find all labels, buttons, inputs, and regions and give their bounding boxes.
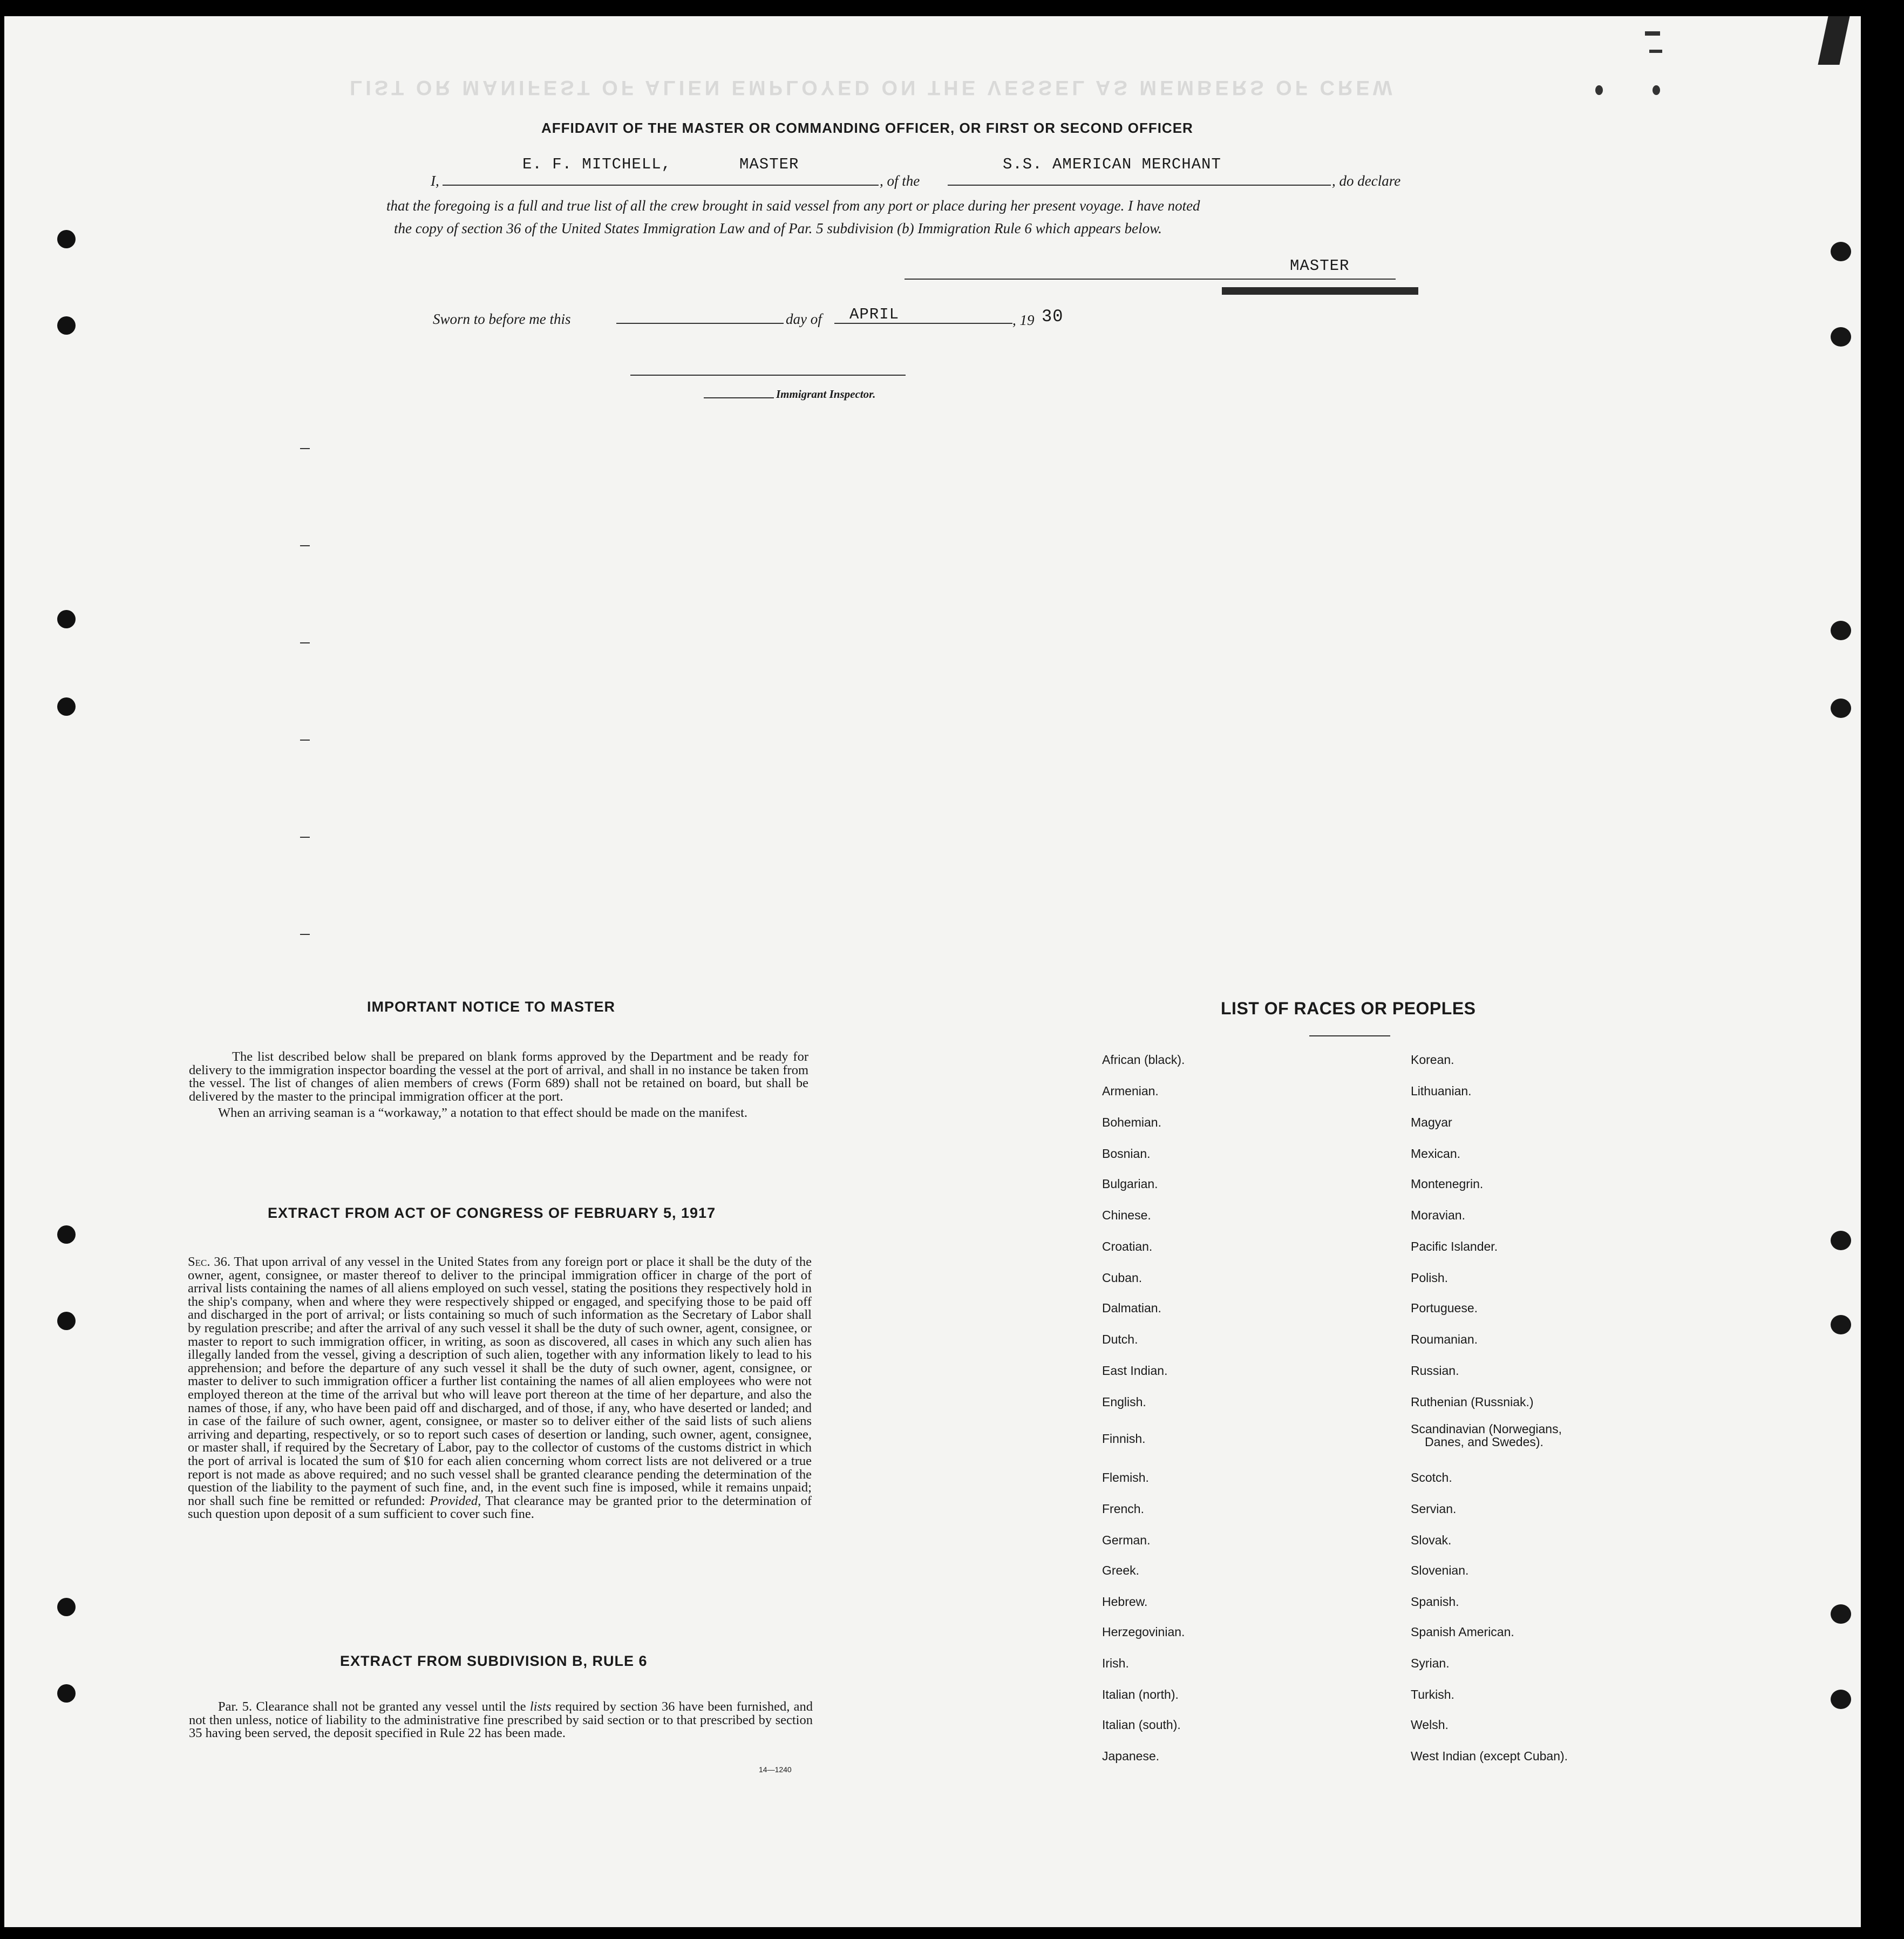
corner-mark <box>1595 85 1603 95</box>
margin-tick <box>300 642 310 643</box>
race-item: Herzegovinian. <box>1102 1625 1185 1639</box>
race-item: Scandinavian (Norwegians, <box>1411 1422 1562 1436</box>
race-item: West Indian (except Cuban). <box>1411 1749 1568 1763</box>
race-item: German. <box>1102 1533 1151 1547</box>
margin-tick <box>300 934 310 935</box>
punch-hole-left-1 <box>57 230 76 248</box>
punch-hole-left-4 <box>57 697 76 716</box>
extract-rule-body <box>189 1700 813 1740</box>
sec-36-body-end: That clearance may be granted prior to the determination of such question upon deposit of a sum sufficient to cover such fine. <box>188 1493 812 1522</box>
do-declare-label: , do declare <box>1332 173 1401 189</box>
race-item: Armenian. <box>1102 1084 1159 1098</box>
provided-word: Provided, <box>430 1493 481 1508</box>
race-item: Spanish American. <box>1411 1625 1514 1639</box>
punch-hole-right-6 <box>1831 1315 1851 1334</box>
race-item: Bulgarian. <box>1102 1177 1158 1191</box>
race-item: Servian. <box>1411 1502 1457 1516</box>
page-fold-shadow <box>1818 16 1849 65</box>
punch-hole-right-2 <box>1831 327 1851 347</box>
of-the-label: , of the <box>880 173 920 189</box>
race-item: Chinese. <box>1102 1208 1151 1222</box>
signature-caption-overstrike <box>1222 287 1418 295</box>
race-item: Croatian. <box>1102 1239 1153 1253</box>
race-item: Turkish. <box>1411 1687 1454 1701</box>
race-item: Montenegrin. <box>1411 1177 1484 1191</box>
affidavit-i-prefix: I, <box>431 173 439 189</box>
punch-hole-left-3 <box>57 610 76 628</box>
race-item: English. <box>1102 1395 1146 1409</box>
races-title: LIST OF RACES OR PEOPLES <box>1221 999 1476 1018</box>
race-item: Hebrew. <box>1102 1595 1148 1609</box>
race-item: Ruthenian (Russniak.) <box>1411 1395 1534 1409</box>
punch-hole-left-5 <box>57 1225 76 1244</box>
punch-hole-left-6 <box>57 1312 76 1330</box>
punch-hole-right-1 <box>1831 242 1851 261</box>
extract-act-body <box>188 1256 812 1521</box>
notice-body <box>189 1050 808 1120</box>
declaration-line-2: the copy of section 36 of the United States Immigration Law and of Par. 5 subdivision (b) Immigration Rule 6 which appears below. <box>394 220 1162 236</box>
race-item: Dalmatian. <box>1102 1301 1161 1315</box>
day-of-label: day of <box>786 311 822 327</box>
inspector-caption-line <box>704 397 774 398</box>
race-item: Cuban. <box>1102 1271 1143 1285</box>
race-item: French. <box>1102 1502 1144 1516</box>
sworn-year: 30 <box>1042 307 1064 327</box>
margin-tick <box>300 837 310 838</box>
race-item: Korean. <box>1411 1053 1454 1067</box>
sec-36-body: That upon arrival of any vessel in the United States from any foreign port or place it shall be the duty of the owner, agent, consignee, or master thereof to deliver to the principal immigration officer in charge of the port of arrival lists containing the names of all aliens employed on such vessel, stating the positions they respectively hold in the ship's company, when and where they were respectively shipped or engaged, and specifying those to be paid off and discharged in the port of arrival; or lists containing so much of such information as the Secretary of Labor shall by regulation prescribe; and after the arrival of any such vessel it shall be the duty of such owner, agent, consignee, or master to report to such immigration officer, in writing, as soon as discovered, all cases in which any such alien has illegally landed from the vessel, giving a description of such alien, together with any information likely to lead to his apprehension; and before the departure of any such vessel it shall be the duty of such owner, agent, consignee, or master to deliver to such immigration officer a further list containing the names of all alien employees who were not employed thereon at the time of the arrival but who will leave port thereon at the time of her departure, and also the names of those, if any, who have been paid off and discharged, and of those, if any, who have deserted or landed; and in case of the failure of such owner, agent, consignee, or master so to deliver either of the said lists of such aliens arriving and departing, respectively, or so to report such cases of desertion or landing, such owner, agent, consignee, or master shall, if required by the Secretary of Labor, pay to the collector of customs of the customs district in which the port of arrival is located the sum of $10 for each alien concerning whom correct lists are not delivered or a true report is not made as above required; and no such vessel shall be granted clearance pending the determination of the question of the liability to the payment of such fine, and, in the event such fine is imposed, while it remains unpaid; nor shall such fine be remitted or refunded: <box>188 1255 812 1508</box>
inspector-signature-line <box>630 375 906 376</box>
document-page <box>4 16 1861 1927</box>
extract-rule-title: EXTRACT FROM SUBDIVISION B, RULE 6 <box>340 1653 648 1669</box>
notice-para-2: When an arriving seaman is a “workaway,” a notation to that effect should be made on the manifest. <box>218 1106 748 1121</box>
race-item: Italian (south). <box>1102 1718 1181 1732</box>
rule-par-a: Par. 5. Clearance shall not be granted any vessel until the <box>218 1699 526 1714</box>
race-item: African (black). <box>1102 1053 1185 1067</box>
race-item: Russian. <box>1411 1364 1459 1378</box>
race-item: Scotch. <box>1411 1470 1452 1484</box>
punch-hole-right-3 <box>1831 621 1851 640</box>
rule-par-b: required by section 36 have been furnished, and not then unless, notice of liability to the administrative fine prescribed by said section or to that prescribed by section 35 having been served, the deposit specified in Rule 22 has been made. <box>189 1699 813 1741</box>
race-item: Slovak. <box>1411 1533 1452 1547</box>
form-number: 14—1240 <box>759 1765 792 1774</box>
race-item: Moravian. <box>1411 1208 1465 1222</box>
punch-hole-right-5 <box>1831 1231 1851 1250</box>
margin-tick <box>300 545 310 546</box>
race-item: Lithuanian. <box>1411 1084 1472 1098</box>
race-item: Italian (north). <box>1102 1687 1179 1701</box>
punch-hole-left-7 <box>57 1598 76 1616</box>
race-item: Bosnian. <box>1102 1147 1151 1161</box>
declarant-name: E. F. MITCHELL, <box>522 155 672 173</box>
race-item: Greek. <box>1102 1563 1140 1577</box>
sec-label: Sec. 36. <box>188 1255 230 1269</box>
vessel-line <box>948 185 1331 186</box>
bleed-through-heading: LIST OR MANIFEST OF ALIEN EMPLOYED ON THE VESSEL AS MEMBERS OF CREW <box>350 76 1396 99</box>
race-item: Magyar <box>1411 1115 1452 1129</box>
extract-act-title: EXTRACT FROM ACT OF CONGRESS OF FEBRUARY 5, 1917 <box>268 1205 716 1221</box>
races-title-rule <box>1309 1035 1390 1036</box>
race-item: Portuguese. <box>1411 1301 1478 1315</box>
sworn-prefix: Sworn to before me this <box>433 311 571 327</box>
punch-hole-right-8 <box>1831 1690 1851 1709</box>
race-item: Welsh. <box>1411 1718 1449 1732</box>
punch-hole-right-7 <box>1831 1604 1851 1624</box>
sworn-day-line <box>616 323 784 324</box>
race-item: Dutch. <box>1102 1332 1138 1346</box>
race-item: Japanese. <box>1102 1749 1160 1763</box>
margin-tick <box>300 448 310 449</box>
race-item: Spanish. <box>1411 1595 1459 1609</box>
sworn-month: APRIL <box>849 306 900 323</box>
race-item: Roumanian. <box>1411 1332 1478 1346</box>
corner-mark <box>1653 85 1660 95</box>
punch-hole-left-2 <box>57 316 76 335</box>
declarant-rank: MASTER <box>739 155 799 173</box>
race-scandinavian-line-2: Danes, and Swedes). <box>1425 1435 1543 1449</box>
affidavit-title: AFFIDAVIT OF THE MASTER OR COMMANDING OFFICER, OR FIRST OR SECOND OFFICER <box>541 120 1193 136</box>
punch-hole-left-8 <box>57 1684 76 1703</box>
notice-title: IMPORTANT NOTICE TO MASTER <box>367 999 615 1015</box>
signature-title: MASTER <box>1290 257 1350 275</box>
race-item: Finnish. <box>1102 1432 1146 1446</box>
corner-mark <box>1649 50 1662 53</box>
punch-hole-right-4 <box>1831 699 1851 718</box>
corner-mark <box>1645 31 1660 36</box>
race-item: Irish. <box>1102 1656 1129 1670</box>
race-item: Bohemian. <box>1102 1115 1161 1129</box>
declaration-line-1: that the foregoing is a full and true list of all the crew brought in said vessel from any port or place during her present voyage. I have noted <box>386 198 1200 214</box>
declarant-line <box>443 185 879 186</box>
race-item: Polish. <box>1411 1271 1449 1285</box>
race-item: East Indian. <box>1102 1364 1168 1378</box>
race-item: Mexican. <box>1411 1147 1461 1161</box>
race-item: Flemish. <box>1102 1470 1149 1484</box>
lists-word: lists <box>529 1699 552 1714</box>
race-item: Slovenian. <box>1411 1563 1469 1577</box>
year-prefix: , 19 <box>1012 312 1035 328</box>
margin-tick <box>300 740 310 741</box>
vessel-name: S.S. AMERICAN MERCHANT <box>1003 155 1221 173</box>
signature-line <box>905 279 1396 280</box>
notice-para-1: The list described below shall be prepared on blank forms approved by the Department and be ready for delivery to the immigration inspector boarding the vessel at the port of arrival, and shall in no instance be taken from the vessel. The list of changes of alien members of crews (Form 689) shall not be retained on board, but shall be delivered by the master to the principal immigration officer at the port. <box>189 1049 808 1104</box>
race-item: Pacific Islander. <box>1411 1239 1498 1253</box>
inspector-label: Immigrant Inspector. <box>776 388 876 401</box>
race-item: Syrian. <box>1411 1656 1450 1670</box>
